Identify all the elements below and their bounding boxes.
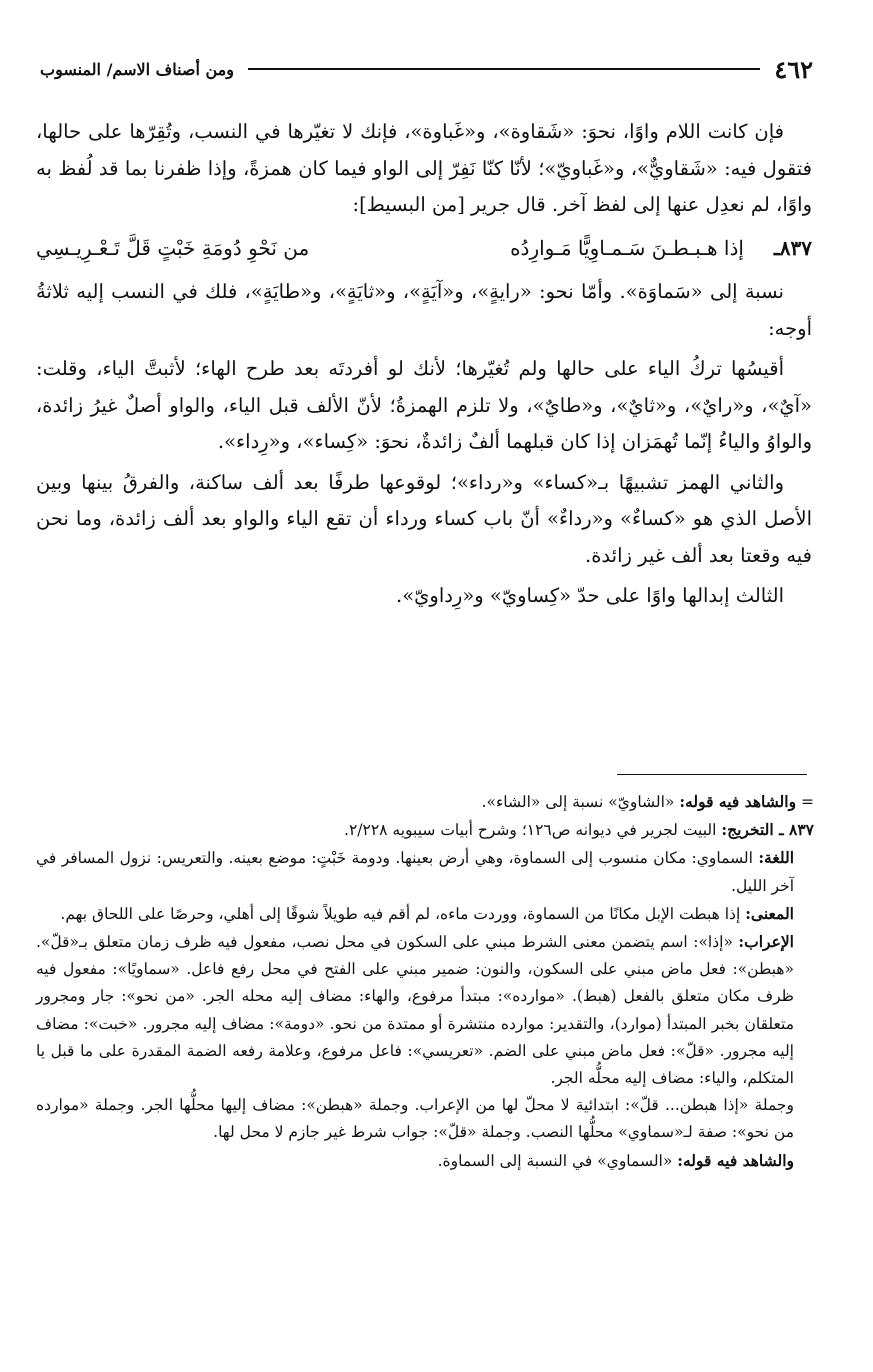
paragraph-5: الثالث إبدالها واوًا على حدّ «كِساويّ» و«رِداويّ». [396,584,784,607]
footnote-maana [36,900,814,928]
footnote-jumal: وجملة «إذا هبطن... قلّ»: ابتدائية لا محلّ لها من الإعراب. وجملة «هبطن»: مضاف إليها محلُّها الجر. وجملة «موارده من نحو»: صفة لـ«سماوي» محلُّها النصب. وجملة «قلّ»: جواب شرط غير جازم لا محل لها. [36,1096,794,1142]
footnote-shahid [36,1147,814,1175]
hemistich-2: من نَحْوِ دُومَةِ خَبْتٍ قَلَّ تَـعْـرِيـسِي [36,235,310,260]
shahid-label-prev: والشاهد فيه قوله: [679,792,797,811]
lugha-label: اللغة: [758,848,794,868]
shahid-text: «السماوي» في النسبة إلى السماوة. [437,1151,673,1170]
maana-label: المعنى: [745,903,794,923]
paragraph-2: نسبة إلى «سَماوَة». وأمّا نحو: «رايةٍ»، و«آيَةٍ»، و«ثايَةٍ»، و«طايَةٍ»، فلك في النسب إليه ثلاثةُ أوجه: [36,280,812,340]
verse-number: ٨٣٧ـ [773,235,812,260]
footnote-takhrij [36,816,814,844]
maana-text: إذا هبطت الإبل مكانًا من السماوة، ووردت ماءه، لم أقم فيه طويلاً شوقًا إلى أهلي، وحرصًا على اللحاق بهم. [60,904,741,923]
header-rule [248,68,760,70]
lugha-text: السماوي: مكان منسوب إلى السماوة، وهي أرض بعينها. ودومة خَبْتٍ: موضع بعينه. والتعريس: نزول المسافر في آخر الليل. [36,849,794,895]
continuation-marker: = [801,793,814,811]
paragraph-4: والثاني الهمز تشبيهًا بـ«كساء» و«رداء»؛ لوقوعها طرفًا بعد ألف ساكنة، والفرقُ بينها وبين الأصل الذي هو «كساءٌ» و«رداءٌ» أنّ باب كساء ورداء أن تقع الياء والواو بعد ألف زائدة، وما نحن فيه وقعتا بعد ألف غير زائدة. [36,470,812,567]
poetry-verse [36,230,812,267]
main-text [36,114,812,615]
footnotes [36,788,814,1175]
takhrij-label: ٨٣٧ ـ التخريج: [721,820,814,840]
running-header [40,52,813,86]
irab-label: الإعراب: [738,932,794,952]
running-title: ومن أصناف الاسم/ المنسوب [40,59,234,79]
verse-first-half [510,230,812,267]
footnote-continuation [36,788,814,816]
hemistich-1: إذا هـبـطـنَ سَـمـاوِيًّا مَـوارِدُه [510,235,744,260]
paragraph-1: فإن كانت اللام واوًا، نحوَ: «شَقاوة»، و«غَباوة»، فإنك لا تغيّرها في النسب، وتُقِرّها على حالها، فتقول فيه: «شَقاويٌّ»، و«غَباويّ»؛ لأنّا كنّا نَفِرّ إلى الواو فيما كان همزةً، وإذا ظفرنا بما قد لُفظ به واوًا، لم نعدِل عنها إلى لفظ آخر. قال جرير [من البسيط]: [36,120,812,216]
paragraph-3: أقيسُها تركُ الياء على حالها ولم تُغيّرها؛ لأنك لو أفردتَه بعد طرح الهاء؛ لأثبتَّ الياء، وقلت: «آيٌ»، و«رايٌ»، و«ثايٌ»، و«طايٌ»، ولا تلزم الهمزةُ؛ لأنّ الألف قبل الياء، والواو أصلٌ غيرُ زائدة، والواوُ والياءُ إنّما تُهمَزان إذا كان قبلهما ألفٌ زائدةٌ، نحوَ: «كِساء»، و«رِداء». [36,357,812,453]
takhrij-text: البيت لجرير في ديوانه ص١٢٦؛ وشرح أبيات سيبويه ٢/٢٢٨. [344,821,717,840]
page-number: ٤٦٢ [774,54,813,84]
shahid-label: والشاهد فيه قوله: [677,1150,794,1170]
irab-text: «إذا»: اسم يتضمن معنى الشرط مبني على السكون في محل نصب، مفعول فيه ظرف زمان متعلق بـ«قلّ». «هبطن»: فعل ماض مبني على السكون، والنون: ضمير مبني على الفتح في محل رفع فاعل. «سماويًا»: مفعول فيه ظرف مكان متعلق بالفعل (هبط). «موارده»: مبتدأ مرفوع، والهاء: مضاف إليه محله الجر. «من نحو»: جار ومجرور متعلقان بخبر المبتدأ (موارد)، والتقدير: موارده منتشرة أو ممتدة من نحو. «دومة»: مضاف إليه مجرور. «خبت»: مضاف إليه مجرور. «قلّ»: فعل ماض مبني على الضم. «تعريسي»: فاعل مرفوع، وعلامة رفعه الضمة المقدرة على ما قبل يا المتكلم، والياء: مضاف إليه محلُّه الجر. [36,933,794,1088]
shahid-text-prev: «الشاويّ» نسبة إلى «الشاء». [481,793,675,811]
footnote-separator [617,774,807,775]
footnote-irab [36,928,814,1092]
footnote-lugha [36,844,814,899]
